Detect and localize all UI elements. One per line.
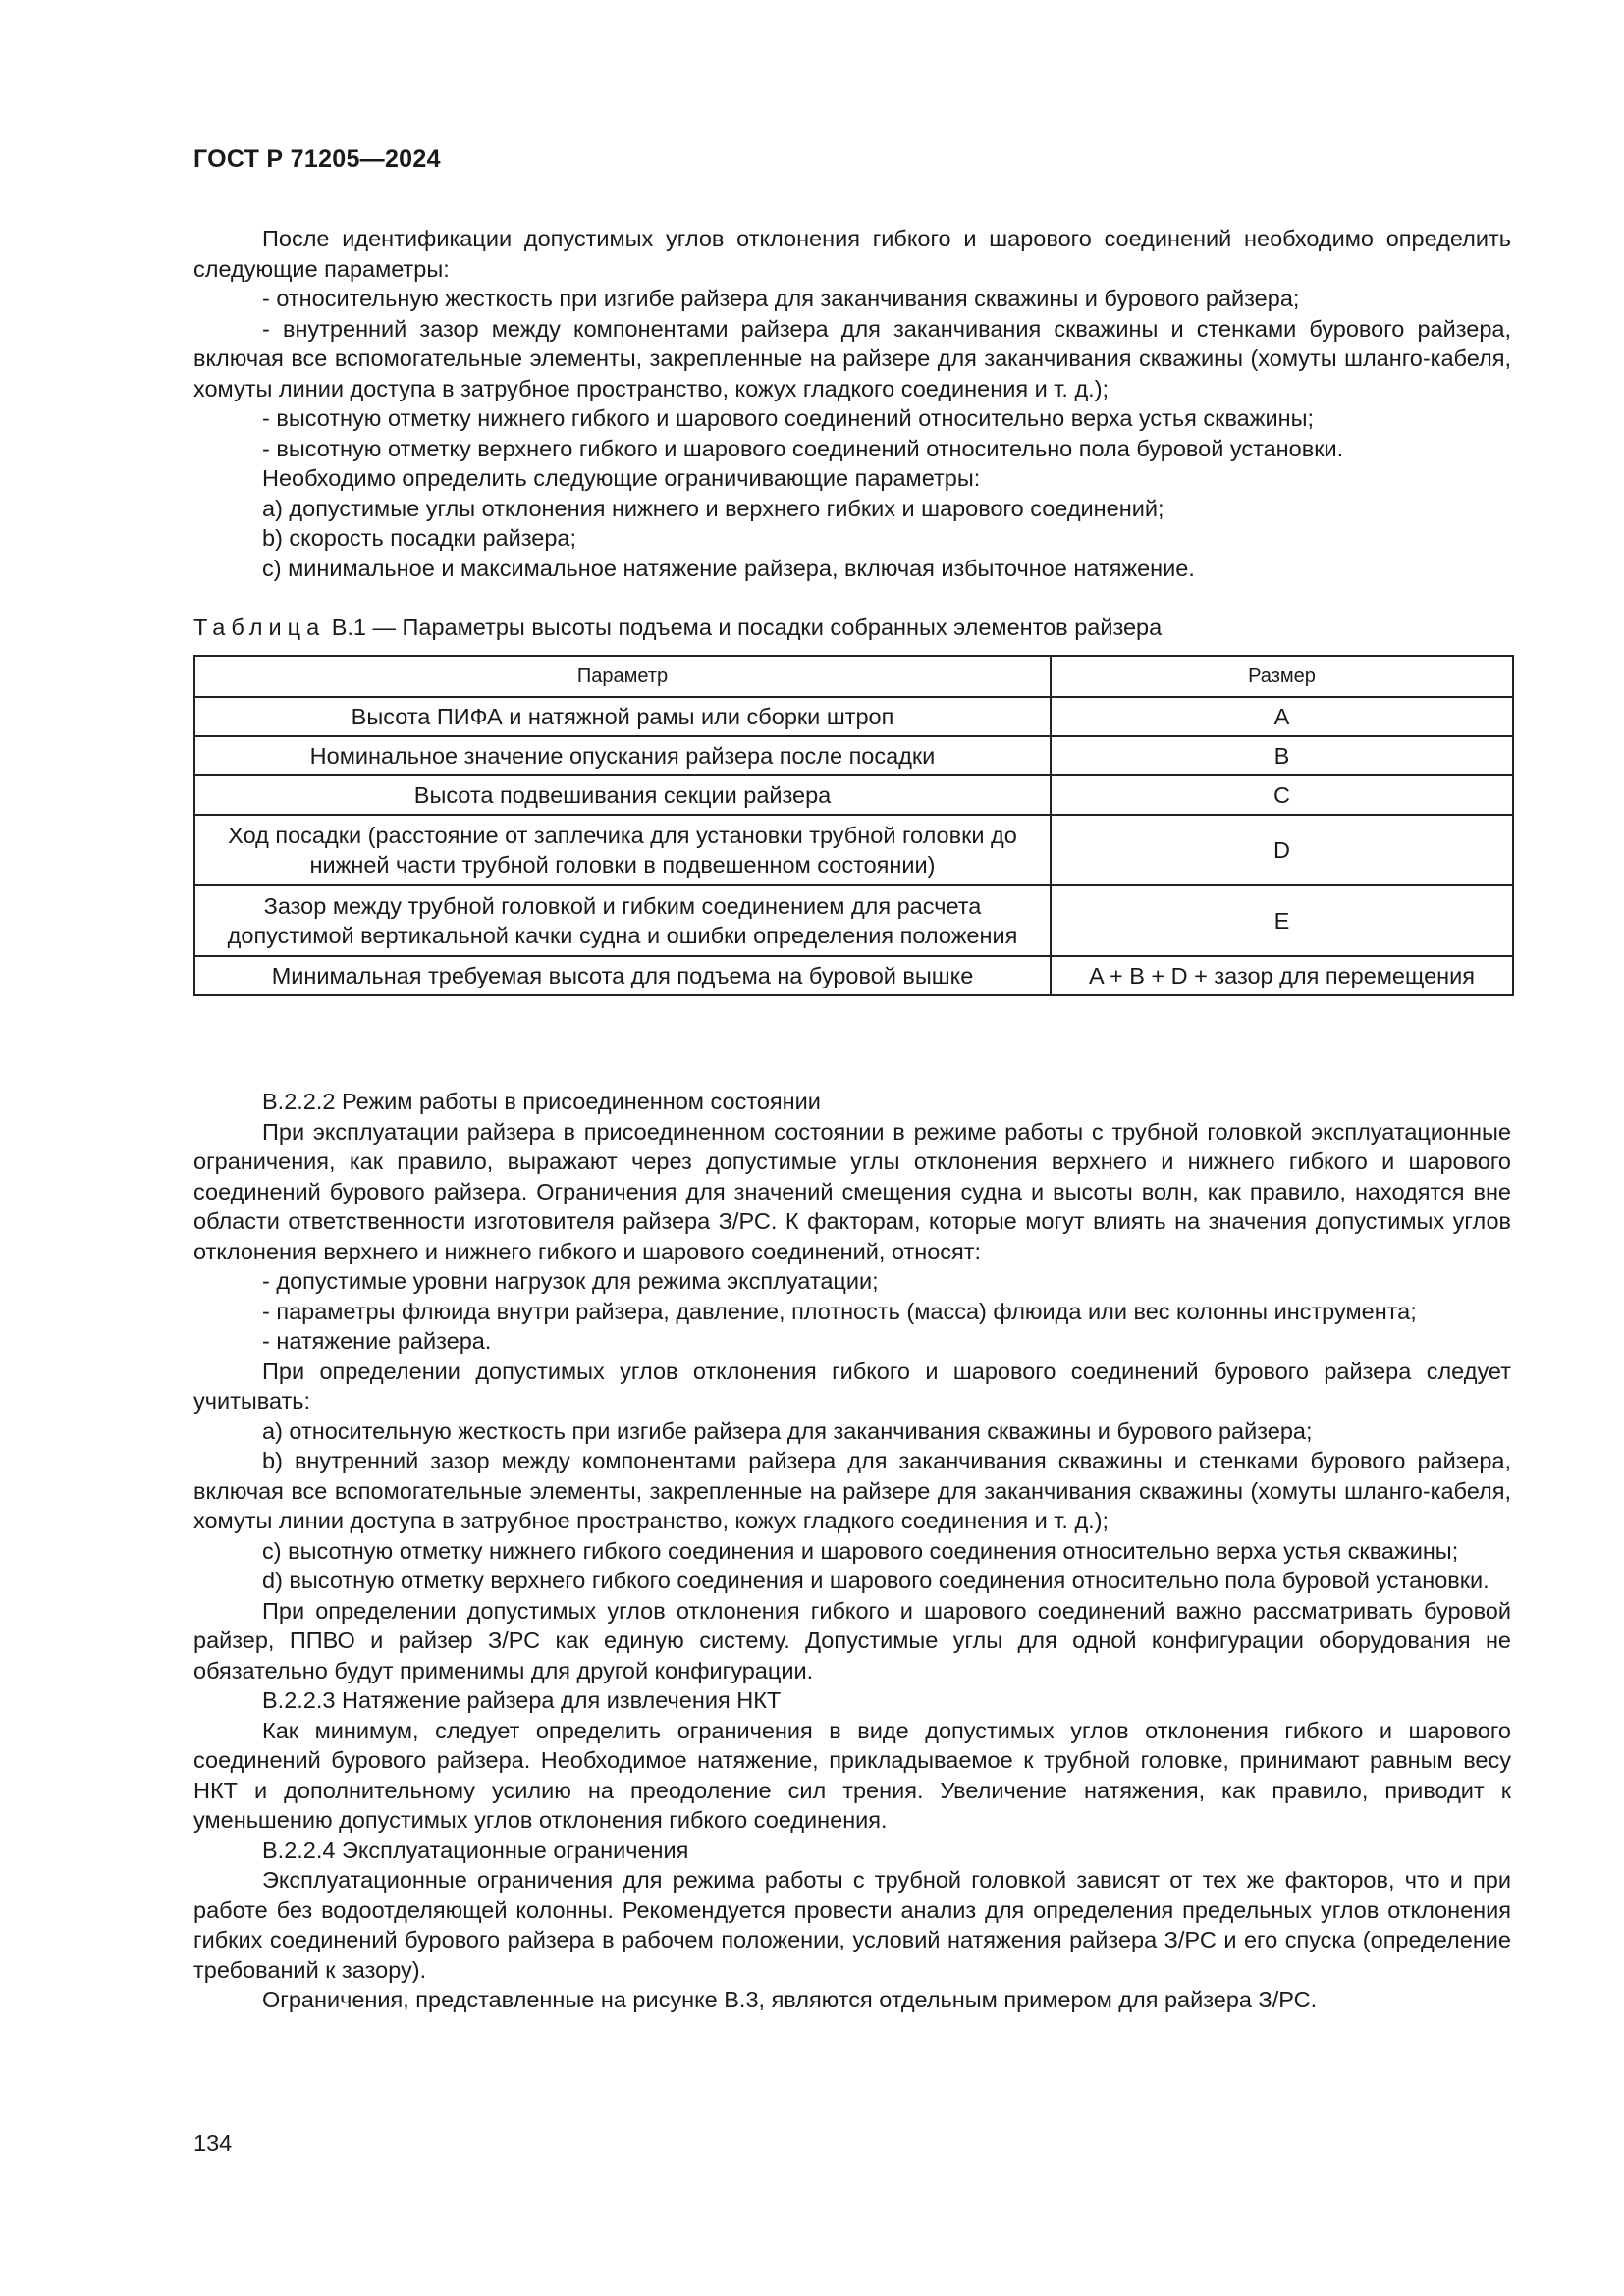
intro-item: - внутренний зазор между компонентами райзера для заканчивания скважины и стенками бурового райзера, включая все вспомогательные элементы, закрепленные на райзере для заканчивания скважины (хомуты шланго-кабеля, хомуты линии доступа в затрубное пространство, кожух гладкого соединения и т. д.); bbox=[193, 315, 1511, 401]
table-cell-size: D bbox=[1051, 815, 1513, 885]
table-cell-size: B bbox=[1051, 736, 1513, 775]
body-paragraph: Как минимум, следует определить ограничения в виде допустимых углов отклонения гибкого и шарового соединений бурового райзера. Необходимое натяжение, прикладываемое к трубной головке, принимают равным весу НКТ и дополнительному усилию на преодоление сил трения. Увеличение натяжения, как правило, приводит к уменьшению допустимых углов отклонения гибкого соединения. bbox=[193, 1717, 1511, 1833]
body-list-item: d) высотную отметку верхнего гибкого соединения и шарового соединения относительно пола буровой установки. bbox=[262, 1568, 1489, 1593]
table-row bbox=[194, 815, 1513, 885]
intro-list-item: b) скорость посадки райзера; bbox=[262, 525, 576, 551]
body-item: - натяжение райзера. bbox=[262, 1328, 492, 1354]
intro-list-item: c) минимальное и максимальное натяжение райзера, включая избыточное натяжение. bbox=[262, 555, 1195, 581]
table-cell-size: C bbox=[1051, 775, 1513, 815]
intro-list-item: a) допустимые углы отклонения нижнего и верхнего гибких и шарового соединений; bbox=[262, 495, 1164, 521]
table-cell-size: A bbox=[1051, 697, 1513, 736]
table-row bbox=[194, 885, 1513, 956]
body-paragraph: При определении допустимых углов отклонения гибкого и шарового соединений бурового райзера следует учитывать: bbox=[193, 1358, 1511, 1414]
page-number: 134 bbox=[193, 2130, 233, 2156]
intro-paragraph: Необходимо определить следующие ограничивающие параметры: bbox=[262, 465, 981, 491]
table-cell-parameter: Минимальная требуемая высота для подъема на буровой вышке bbox=[194, 956, 1051, 995]
body-list-item: c) высотную отметку нижнего гибкого соединения и шарового соединения относительно верха устья скважины; bbox=[262, 1537, 1459, 1564]
body-item: - допустимые уровни нагрузок для режима эксплуатации; bbox=[262, 1268, 879, 1294]
body-paragraph: Эксплуатационные ограничения для режима работы с трубной головкой зависят от тех же факторов, что и при работе без водоотделяющей колонны. Рекомендуется провести анализ для определения предельных углов отклонения гибких соединений бурового райзера в рабочем положении, условий натяжения райзера З/РС и его спуска (определение требований к зазору). bbox=[193, 1867, 1511, 1983]
table-cell-size: A + B + D + зазор для перемещения bbox=[1051, 956, 1513, 995]
body-list-item: a) относительную жесткость при изгибе райзера для заканчивания скважины и бурового райзера; bbox=[262, 1417, 1313, 1444]
body-paragraph: При эксплуатации райзера в присоединенном состоянии в режиме работы с трубной головкой эксплуатационные ограничения, как правило, выражают через допустимые углы отклонения верхнего и нижнего гибкого и шарового соединений бурового райзера. Ограничения для значений смещения судна и высоты волн, как правило, находятся вне области ответственности изготовителя райзера З/РС. К факторам, которые могут влиять на значения допустимых углов отклонения верхнего и нижнего гибкого и шарового соединений, относят: bbox=[193, 1118, 1511, 1264]
table-cell-parameter: Номинальное значение опускания райзера после посадки bbox=[194, 736, 1051, 775]
table-row bbox=[194, 775, 1513, 815]
table-cell-parameter: Высота ПИФА и натяжной рамы или сборки штроп bbox=[194, 697, 1051, 736]
parameters-table bbox=[193, 655, 1514, 996]
section-heading: В.2.2.2 Режим работы в присоединенном состоянии bbox=[262, 1089, 821, 1114]
table-caption bbox=[193, 613, 1162, 642]
table-header-cell: Параметр bbox=[194, 656, 1051, 697]
intro-section bbox=[193, 224, 1511, 583]
table-caption-word: Таблица bbox=[193, 614, 326, 640]
standard-header: ГОСТ Р 71205—2024 bbox=[193, 145, 441, 173]
body-item: - параметры флюида внутри райзера, давление, плотность (масса) флюида или вес колонны инструмента; bbox=[262, 1298, 1417, 1324]
body-list-item: b) внутренний зазор между компонентами райзера для заканчивания скважины и стенками бурового райзера, включая все вспомогательные элементы, закрепленные на райзере для заканчивания скважины (хомуты шланго-кабеля, хомуты линии доступа в затрубное пространство, кожух гладкого соединения и т. д.); bbox=[193, 1448, 1511, 1533]
table-row bbox=[194, 697, 1513, 736]
table-cell-parameter: Зазор между трубной головкой и гибким соединением для расчета допустимой вертикальной качки судна и ошибки определения положения bbox=[194, 885, 1051, 956]
section-heading: В.2.2.4 Эксплуатационные ограничения bbox=[262, 1837, 689, 1863]
intro-item: - высотную отметку нижнего гибкого и шарового соединений относительно верха устья скважины; bbox=[262, 405, 1314, 431]
table-row bbox=[194, 736, 1513, 775]
table-header-row bbox=[194, 656, 1513, 697]
table-header-cell: Размер bbox=[1051, 656, 1513, 697]
table-cell-parameter: Высота подвешивания секции райзера bbox=[194, 775, 1051, 815]
table-caption-text: В.1 — Параметры высоты подъема и посадки собранных элементов райзера bbox=[331, 614, 1163, 640]
table-cell-parameter: Ход посадки (расстояние от заплечика для установки трубной головки до нижней части трубной головки в подвешенном состоянии) bbox=[194, 815, 1051, 885]
table-cell-size: E bbox=[1051, 885, 1513, 956]
body-section bbox=[193, 1087, 1511, 2015]
intro-paragraph: После идентификации допустимых углов отклонения гибкого и шарового соединений необходимо определить следующие параметры: bbox=[193, 226, 1511, 282]
body-paragraph: Ограничения, представленные на рисунке В.3, являются отдельным примером для райзера З/РС. bbox=[262, 1987, 1318, 2012]
intro-item: - относительную жесткость при изгибе райзера для заканчивания скважины и бурового райзера; bbox=[262, 286, 1300, 311]
intro-item: - высотную отметку верхнего гибкого и шарового соединений относительно пола буровой установки. bbox=[262, 435, 1344, 461]
body-paragraph: При определении допустимых углов отклонения гибкого и шарового соединений важно рассматривать буровой райзер, ППВО и райзер З/РС как единую систему. Допустимые углы для одной конфигурации оборудования не обязательно будут применимы для другой конфигурации. bbox=[193, 1597, 1511, 1683]
table-row bbox=[194, 956, 1513, 995]
section-heading: В.2.2.3 Натяжение райзера для извлечения НКТ bbox=[262, 1687, 782, 1713]
